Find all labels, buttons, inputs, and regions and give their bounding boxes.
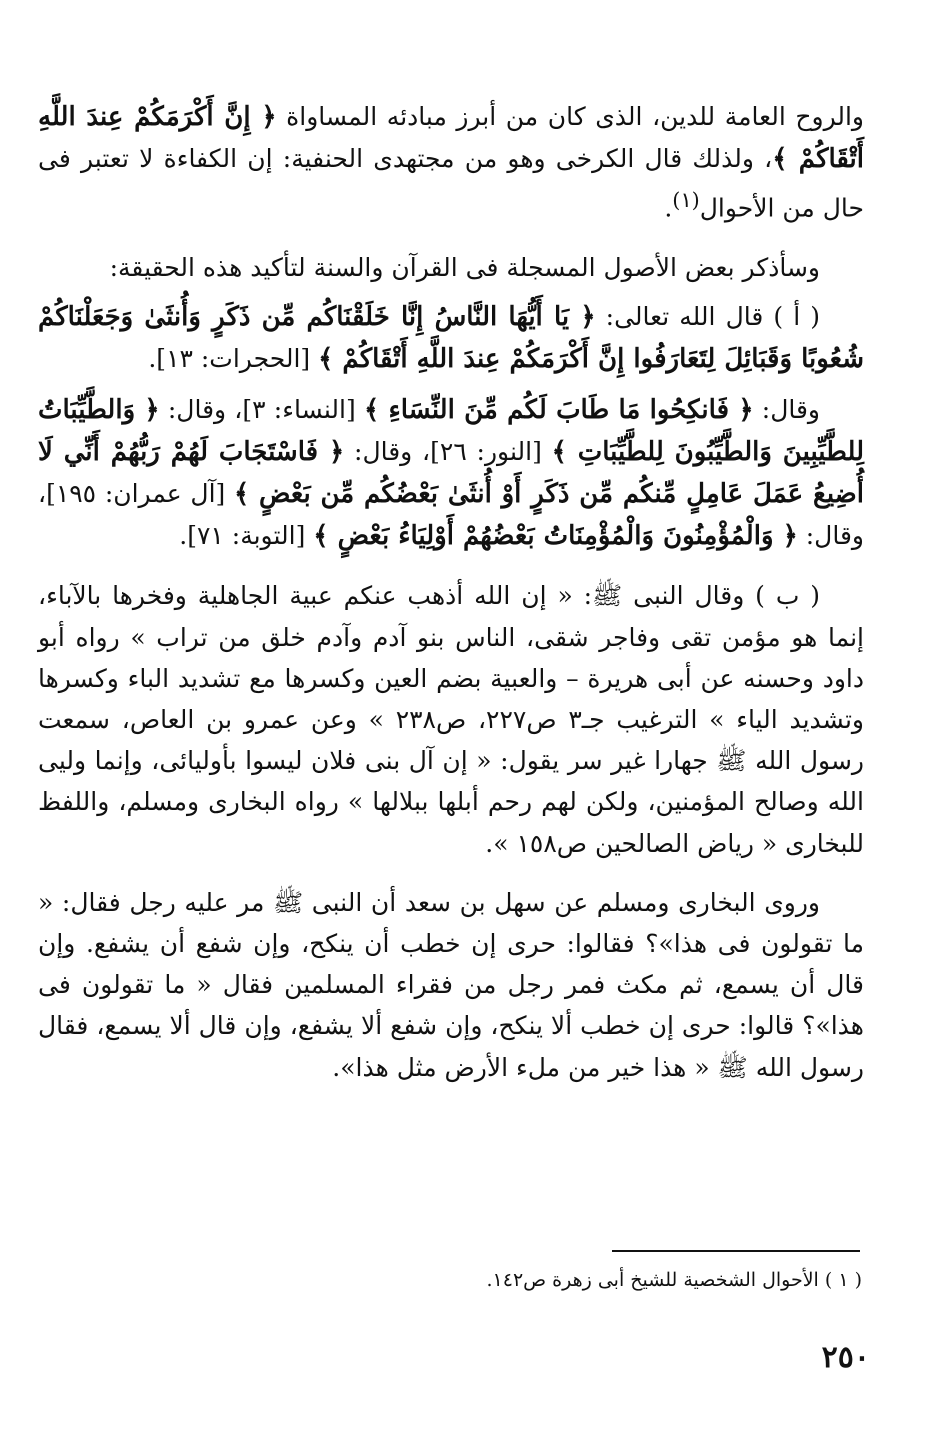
quran-verse: ﴿ يَا أَيُّهَا النَّاسُ إِنَّا خَلَقْنَاكُم مِّن ذَكَرٍ وَأُنثَىٰ وَجَعَلْنَاكُمْ شُعُوبًا وَقَبَائِلَ لِتَعَارَفُوا إِنَّ أَكْرَمَكُمْ عِندَ اللَّهِ أَتْقَاكُمْ ﴾ [38, 302, 864, 375]
paragraph-intro: وسأذكر بعض الأصول المسجلة فى القرآن والسنة لتأكيد هذه الحقيقة: [109, 252, 820, 282]
footnote-marker: (١) [672, 188, 700, 213]
quran-verse: ﴿ وَالطَّيِّبَاتُ لِلطَّيِّبِينَ وَالطَّيِّبُونَ لِلطَّيِّبَاتِ ﴾ [38, 394, 864, 467]
paragraph-more-verses: وقال: ﴿ فَانكِحُوا مَا طَابَ لَكُم مِّنَ النِّسَاءِ ﴾ [النساء: ٣]، وقال: ﴿ وَالطَّيِّبَاتُ لِلطَّيِّبِينَ وَالطَّيِّبُونَ لِلطَّيِّبَاتِ ﴾ [النور: ٢٦]، وقال: ﴿ فَاسْتَجَابَ لَهُمْ رَبُّهُمْ أَنِّي لَا أُضِيعُ عَمَلَ عَامِلٍ مِّنكُم مِّن ذَكَرٍ أَوْ أُنثَىٰ بَعْضُكُم مِّن بَعْضٍ ﴾ [آل عمران: ١٩٥]، وقال: ﴿ وَالْمُؤْمِنُونَ وَالْمُؤْمِنَاتُ بَعْضُهُمْ أَوْلِيَاءُ بَعْضٍ ﴾ [التوبة: ٧١]. [38, 394, 864, 552]
paragraph-equality-principle: والروح العامة للدين، الذى كان من أبرز مبادئه المساواة ﴿ إِنَّ أَكْرَمَكُمْ عِندَ اللَّهِ أَتْقَاكُمْ ﴾، ولذلك قال الكرخى وهو من مجتهدى الحنفية: إن الكفاءة لا تعتبر فى حال من الأحوال$^{(١)}$. [38, 102, 864, 223]
paragraph-point-a: ( أ ) قال الله تعالى: ﴿ يَا أَيُّهَا النَّاسُ إِنَّا خَلَقْنَاكُم مِّن ذَكَرٍ وَأُنثَىٰ وَجَعَلْنَاكُمْ شُعُوبًا وَقَبَائِلَ لِتَعَارَفُوا إِنَّ أَكْرَمَكُمْ عِندَ اللَّهِ أَتْقَاكُمْ ﴾ [الحجرات: ١٣]. [38, 302, 864, 375]
footnote: ( ١ ) الأحوال الشخصية للشيخ أبى زهرة ص١٤٢. [486, 1269, 862, 1291]
quran-verse: ﴿ فَانكِحُوا مَا طَابَ لَكُم مِّنَ النِّسَاءِ ﴾ [363, 394, 754, 425]
paragraph-point-b: ( ب ) وقال النبى ﷺ: « إن الله أذهب عنكم عبية الجاهلية وفخرها بالآباء، إنما هو مؤمن تقى وفاجر شقى، الناس بنو آدم وآدم خلق من تراب » رواه أبو داود وحسنه عن أبى هريرة – والعبية بضم العين وكسرها مع تشديد الباء وكسرها وتشديد الياء » الترغيب جـ٣ ص٢٢٧، ص٢٣٨ » وعن عمرو بن العاص، سمعت رسول الله ﷺ جهارا غير سر يقول: « إن آل بنى فلان ليسوا بأوليائى، وإنما وليى الله وصالح المؤمنين، ولكن لهم رحم أبلها ببلالها » رواه البخارى ومسلم، واللفظ للبخارى « رياض الصالحين ص١٥٨ ». [38, 581, 865, 858]
page-number: ٢٥٠ [821, 1340, 870, 1375]
paragraph-hadith-sahl: وروى البخارى ومسلم عن سهل بن سعد أن النبى ﷺ مر عليه رجل فقال: « ما تقولون فى هذا»؟ فقالوا: حرى إن خطب أن ينكح، وإن شفع أن يشفع. وإن قال أن يسمع، ثم مكث فمر رجل من فقراء المسلمين فقال « ما تقولون فى هذا»؟ قالوا: حرى إن خطب ألا ينكح، وإن شفع ألا يشفع، وإن قال ألا يسمع، فقال رسول الله ﷺ « هذا خير من ملء الأرض مثل هذا». [38, 887, 864, 1082]
quran-verse: ﴿ فَاسْتَجَابَ لَهُمْ رَبُّهُمْ أَنِّي لَا أُضِيعُ عَمَلَ عَامِلٍ مِّنكُم مِّن ذَكَرٍ أَوْ أُنثَىٰ بَعْضُكُم مِّن بَعْضٍ ﴾ [38, 436, 864, 509]
quran-verse: ﴿ وَالْمُؤْمِنُونَ وَالْمُؤْمِنَاتُ بَعْضُهُمْ أَوْلِيَاءُ بَعْضٍ ﴾ [313, 521, 798, 552]
page-body [38, 96, 864, 1096]
quran-verse: ﴿ إِنَّ أَكْرَمَكُمْ عِندَ اللَّهِ أَتْقَاكُمْ ﴾ [38, 102, 864, 175]
footnote-divider [612, 1250, 860, 1252]
